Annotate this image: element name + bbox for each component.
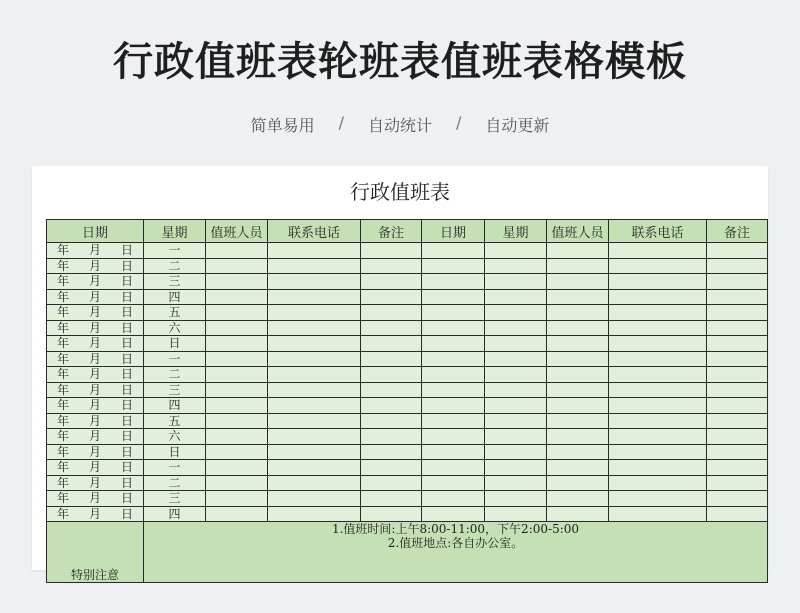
date-part: 年 (56, 258, 69, 273)
date-part: 月 (88, 243, 101, 258)
empty-cell[interactable] (485, 351, 547, 367)
notes-label: 特别注意 (47, 522, 144, 583)
date-part: 日 (120, 398, 133, 413)
empty-cell[interactable] (268, 429, 361, 445)
empty-cell[interactable] (268, 475, 361, 491)
empty-cell[interactable] (206, 258, 268, 274)
empty-cell[interactable] (361, 351, 422, 367)
feature-item: 自动统计 (367, 116, 432, 135)
date-part: 年 (56, 475, 69, 490)
empty-cell[interactable] (206, 274, 268, 290)
table-row (47, 243, 768, 259)
empty-cell[interactable] (707, 274, 768, 290)
empty-cell[interactable] (609, 413, 707, 429)
table-row (47, 336, 768, 352)
empty-cell[interactable] (609, 289, 707, 305)
empty-cell[interactable] (609, 491, 707, 507)
empty-cell[interactable] (609, 258, 707, 274)
empty-cell[interactable] (206, 429, 268, 445)
date-part: 年 (56, 413, 69, 428)
table-row (47, 413, 768, 429)
empty-cell[interactable] (485, 243, 547, 259)
table-row (47, 320, 768, 336)
feature-separator: / (338, 113, 344, 132)
empty-cell[interactable] (485, 413, 547, 429)
empty-cell[interactable] (268, 258, 361, 274)
date-part: 日 (120, 491, 133, 506)
date-cell[interactable] (47, 444, 144, 460)
empty-cell[interactable] (422, 506, 485, 522)
empty-cell[interactable] (707, 336, 768, 352)
date-part: 月 (88, 444, 101, 459)
header-cell: 联系电话 (609, 220, 707, 243)
empty-cell[interactable] (361, 258, 422, 274)
empty-cell[interactable] (485, 305, 547, 321)
date-cell[interactable] (47, 367, 144, 383)
date-part: 日 (120, 258, 133, 273)
empty-cell[interactable] (547, 289, 609, 305)
empty-cell[interactable] (485, 475, 547, 491)
weekday-cell: 三 (144, 491, 206, 507)
date-part: 日 (120, 274, 133, 289)
empty-cell[interactable] (609, 506, 707, 522)
date-part: 年 (56, 351, 69, 366)
date-part: 日 (120, 289, 133, 304)
header-cell: 备注 (707, 220, 768, 243)
empty-cell[interactable] (485, 444, 547, 460)
empty-cell[interactable] (707, 475, 768, 491)
date-cell[interactable] (47, 243, 144, 259)
empty-cell[interactable] (707, 444, 768, 460)
empty-cell[interactable] (206, 351, 268, 367)
date-part: 年 (56, 506, 69, 521)
weekday-cell: 三 (144, 382, 206, 398)
date-cell[interactable] (47, 429, 144, 445)
table-row (47, 367, 768, 383)
empty-cell[interactable] (609, 460, 707, 476)
empty-cell[interactable] (422, 398, 485, 414)
empty-cell[interactable] (707, 413, 768, 429)
empty-cell[interactable] (707, 367, 768, 383)
feature-separator: / (456, 113, 462, 132)
empty-cell[interactable] (609, 351, 707, 367)
empty-cell[interactable] (268, 382, 361, 398)
empty-cell[interactable] (361, 274, 422, 290)
empty-cell[interactable] (707, 320, 768, 336)
weekday-cell: 四 (144, 398, 206, 414)
empty-cell[interactable] (361, 398, 422, 414)
empty-cell[interactable] (422, 475, 485, 491)
empty-cell[interactable] (485, 336, 547, 352)
weekday-cell: 三 (144, 274, 206, 290)
header-cell: 日期 (47, 220, 144, 243)
date-part: 月 (88, 351, 101, 366)
empty-cell[interactable] (206, 475, 268, 491)
date-part: 月 (88, 491, 101, 506)
empty-cell[interactable] (707, 243, 768, 259)
empty-cell[interactable] (707, 351, 768, 367)
date-cell[interactable] (47, 320, 144, 336)
date-part: 年 (56, 367, 69, 382)
empty-cell[interactable] (268, 491, 361, 507)
empty-cell[interactable] (707, 460, 768, 476)
note-line: 2.值班地点:各自办公室。 (387, 536, 524, 550)
empty-cell[interactable] (206, 444, 268, 460)
empty-cell[interactable] (361, 382, 422, 398)
empty-cell[interactable] (422, 429, 485, 445)
empty-cell[interactable] (707, 398, 768, 414)
empty-cell[interactable] (422, 367, 485, 383)
empty-cell[interactable] (707, 429, 768, 445)
empty-cell[interactable] (547, 398, 609, 414)
date-cell[interactable] (47, 413, 144, 429)
empty-cell[interactable] (268, 274, 361, 290)
header-cell: 值班人员 (547, 220, 609, 243)
empty-cell[interactable] (485, 367, 547, 383)
date-part: 日 (120, 320, 133, 335)
table-row (47, 258, 768, 274)
empty-cell[interactable] (361, 336, 422, 352)
empty-cell[interactable] (547, 320, 609, 336)
empty-cell[interactable] (547, 491, 609, 507)
date-part: 月 (88, 320, 101, 335)
date-cell[interactable] (47, 460, 144, 476)
empty-cell[interactable] (422, 289, 485, 305)
weekday-cell: 二 (144, 258, 206, 274)
empty-cell[interactable] (361, 413, 422, 429)
empty-cell[interactable] (547, 444, 609, 460)
weekday-cell: 六 (144, 429, 206, 445)
empty-cell[interactable] (707, 258, 768, 274)
empty-cell[interactable] (547, 382, 609, 398)
table-row (47, 289, 768, 305)
date-cell[interactable] (47, 258, 144, 274)
date-part: 月 (88, 460, 101, 475)
empty-cell[interactable] (361, 305, 422, 321)
weekday-cell: 一 (144, 243, 206, 259)
empty-cell[interactable] (609, 305, 707, 321)
empty-cell[interactable] (422, 320, 485, 336)
weekday-cell: 一 (144, 460, 206, 476)
empty-cell[interactable] (206, 382, 268, 398)
empty-cell[interactable] (206, 336, 268, 352)
date-part: 日 (120, 506, 133, 521)
header-row (47, 220, 768, 243)
table-row (47, 506, 768, 522)
empty-cell[interactable] (547, 243, 609, 259)
date-cell[interactable] (47, 475, 144, 491)
date-cell[interactable] (47, 351, 144, 367)
feature-item: 简单易用 (250, 116, 315, 135)
empty-cell[interactable] (268, 398, 361, 414)
date-cell[interactable] (47, 491, 144, 507)
date-cell[interactable] (47, 382, 144, 398)
empty-cell[interactable] (268, 413, 361, 429)
table-row (47, 460, 768, 476)
date-part: 日 (120, 336, 133, 351)
table-row (47, 398, 768, 414)
weekday-cell: 二 (144, 475, 206, 491)
table-row (47, 274, 768, 290)
empty-cell[interactable] (268, 351, 361, 367)
date-part: 月 (88, 429, 101, 444)
date-part: 月 (88, 413, 101, 428)
empty-cell[interactable] (422, 274, 485, 290)
empty-cell[interactable] (609, 367, 707, 383)
weekday-cell: 二 (144, 367, 206, 383)
date-part: 年 (56, 320, 69, 335)
empty-cell[interactable] (268, 320, 361, 336)
table-row (47, 491, 768, 507)
table-row (47, 429, 768, 445)
empty-cell[interactable] (361, 429, 422, 445)
date-cell[interactable] (47, 336, 144, 352)
notes-row (47, 522, 768, 583)
date-part: 日 (120, 305, 133, 320)
empty-cell[interactable] (485, 491, 547, 507)
date-part: 月 (88, 258, 101, 273)
empty-cell[interactable] (547, 475, 609, 491)
empty-cell[interactable] (485, 258, 547, 274)
empty-cell[interactable] (609, 320, 707, 336)
date-part: 月 (88, 398, 101, 413)
date-part: 月 (88, 274, 101, 289)
date-part: 月 (88, 305, 101, 320)
date-part: 日 (120, 460, 133, 475)
empty-cell[interactable] (361, 460, 422, 476)
date-part: 年 (56, 289, 69, 304)
date-part: 月 (88, 336, 101, 351)
date-part: 年 (56, 274, 69, 289)
date-part: 年 (56, 382, 69, 397)
empty-cell[interactable] (268, 243, 361, 259)
date-part: 日 (120, 243, 133, 258)
spreadsheet-preview (32, 166, 768, 582)
weekday-cell: 四 (144, 289, 206, 305)
empty-cell[interactable] (361, 506, 422, 522)
empty-cell[interactable] (361, 444, 422, 460)
empty-cell[interactable] (485, 460, 547, 476)
weekday-cell: 四 (144, 506, 206, 522)
empty-cell[interactable] (206, 320, 268, 336)
date-part: 年 (56, 444, 69, 459)
empty-cell[interactable] (485, 320, 547, 336)
date-cell[interactable] (47, 289, 144, 305)
empty-cell[interactable] (422, 305, 485, 321)
table-row (47, 351, 768, 367)
weekday-cell: 五 (144, 305, 206, 321)
header-cell: 备注 (361, 220, 422, 243)
empty-cell[interactable] (361, 243, 422, 259)
empty-cell[interactable] (547, 506, 609, 522)
empty-cell[interactable] (707, 491, 768, 507)
weekday-cell: 五 (144, 413, 206, 429)
date-part: 年 (56, 491, 69, 506)
sheet-title: 行政值班表 (350, 180, 450, 204)
empty-cell[interactable] (361, 320, 422, 336)
date-part: 日 (120, 413, 133, 428)
empty-cell[interactable] (609, 429, 707, 445)
header-cell: 星期 (144, 220, 206, 243)
date-part: 年 (56, 336, 69, 351)
empty-cell[interactable] (547, 460, 609, 476)
date-part: 月 (88, 367, 101, 382)
empty-cell[interactable] (609, 444, 707, 460)
date-part: 年 (56, 429, 69, 444)
date-part: 月 (88, 289, 101, 304)
empty-cell[interactable] (707, 382, 768, 398)
empty-cell[interactable] (547, 429, 609, 445)
weekday-cell: 六 (144, 320, 206, 336)
feature-item: 自动更新 (485, 116, 550, 135)
date-part: 年 (56, 305, 69, 320)
notes-content (144, 522, 768, 583)
empty-cell[interactable] (422, 413, 485, 429)
empty-cell[interactable] (547, 274, 609, 290)
empty-cell[interactable] (422, 258, 485, 274)
empty-cell[interactable] (268, 506, 361, 522)
empty-cell[interactable] (268, 305, 361, 321)
empty-cell[interactable] (361, 491, 422, 507)
empty-cell[interactable] (609, 475, 707, 491)
date-part: 月 (88, 382, 101, 397)
empty-cell[interactable] (206, 413, 268, 429)
date-part: 年 (56, 243, 69, 258)
date-cell[interactable] (47, 305, 144, 321)
date-part: 日 (120, 351, 133, 366)
empty-cell[interactable] (547, 258, 609, 274)
empty-cell[interactable] (547, 367, 609, 383)
date-part: 年 (56, 460, 69, 475)
empty-cell[interactable] (485, 289, 547, 305)
empty-cell[interactable] (422, 351, 485, 367)
empty-cell[interactable] (422, 243, 485, 259)
empty-cell[interactable] (206, 367, 268, 383)
table-row (47, 475, 768, 491)
empty-cell[interactable] (547, 336, 609, 352)
page-title: 行政值班表轮班表值班表格模板 (113, 39, 687, 85)
empty-cell[interactable] (268, 444, 361, 460)
date-part: 日 (120, 382, 133, 397)
table-row (47, 305, 768, 321)
empty-cell[interactable] (268, 460, 361, 476)
empty-cell[interactable] (609, 336, 707, 352)
empty-cell[interactable] (422, 460, 485, 476)
empty-cell[interactable] (609, 243, 707, 259)
empty-cell[interactable] (485, 506, 547, 522)
header-cell: 值班人员 (206, 220, 268, 243)
empty-cell[interactable] (361, 367, 422, 383)
empty-cell[interactable] (547, 305, 609, 321)
empty-cell[interactable] (268, 336, 361, 352)
table-row (47, 444, 768, 460)
empty-cell[interactable] (422, 382, 485, 398)
header-cell: 日期 (422, 220, 485, 243)
date-part: 月 (88, 475, 101, 490)
duty-table (46, 219, 768, 583)
feature-list (0, 113, 800, 136)
empty-cell[interactable] (422, 491, 485, 507)
empty-cell[interactable] (547, 351, 609, 367)
empty-cell[interactable] (206, 460, 268, 476)
empty-cell[interactable] (609, 398, 707, 414)
empty-cell[interactable] (206, 506, 268, 522)
empty-cell[interactable] (268, 367, 361, 383)
empty-cell[interactable] (609, 274, 707, 290)
empty-cell[interactable] (547, 413, 609, 429)
date-part: 日 (120, 429, 133, 444)
date-part: 月 (88, 506, 101, 521)
empty-cell[interactable] (361, 289, 422, 305)
date-cell[interactable] (47, 274, 144, 290)
empty-cell[interactable] (206, 305, 268, 321)
weekday-cell: 日 (144, 444, 206, 460)
table-row (47, 382, 768, 398)
note-line: 1.值班时间:上午8:00-11:00，下午2:00-5:00 (331, 522, 580, 536)
empty-cell[interactable] (485, 429, 547, 445)
empty-cell[interactable] (485, 274, 547, 290)
empty-cell[interactable] (422, 336, 485, 352)
empty-cell[interactable] (206, 289, 268, 305)
empty-cell[interactable] (268, 289, 361, 305)
weekday-cell: 日 (144, 336, 206, 352)
empty-cell[interactable] (609, 382, 707, 398)
empty-cell[interactable] (485, 382, 547, 398)
empty-cell[interactable] (422, 444, 485, 460)
date-part: 日 (120, 444, 133, 459)
weekday-cell: 一 (144, 351, 206, 367)
header-cell: 联系电话 (268, 220, 361, 243)
date-part: 日 (120, 475, 133, 490)
date-cell[interactable] (47, 506, 144, 522)
header-cell: 星期 (485, 220, 547, 243)
date-part: 日 (120, 367, 133, 382)
empty-cell[interactable] (707, 289, 768, 305)
empty-cell[interactable] (361, 475, 422, 491)
empty-cell[interactable] (206, 491, 268, 507)
empty-cell[interactable] (206, 398, 268, 414)
date-part: 年 (56, 398, 69, 413)
date-cell[interactable] (47, 398, 144, 414)
empty-cell[interactable] (707, 506, 768, 522)
empty-cell[interactable] (707, 305, 768, 321)
empty-cell[interactable] (206, 243, 268, 259)
empty-cell[interactable] (485, 398, 547, 414)
